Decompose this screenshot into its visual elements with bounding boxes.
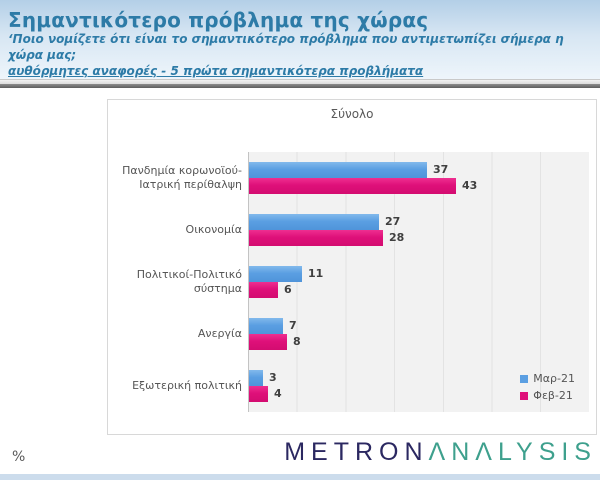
legend-label: Φεβ-21 <box>533 389 573 402</box>
category-label: Ανεργία <box>197 327 242 341</box>
plot-area <box>248 152 589 412</box>
bar-group <box>249 204 589 256</box>
bar-Μαρ-21 <box>249 162 427 178</box>
bar-value-label: 43 <box>462 179 478 192</box>
metron-analysis-logo <box>284 438 597 467</box>
bar-Φεβ-21 <box>249 386 268 402</box>
bar-Μαρ-21 <box>249 214 379 230</box>
bottom-strip <box>0 474 600 480</box>
bar-group <box>249 360 589 412</box>
bar-value-label: 3 <box>269 371 277 384</box>
bar-value-label: 11 <box>308 267 324 280</box>
chart-frame <box>107 99 597 435</box>
header <box>0 0 600 79</box>
header-divider-dark <box>0 84 600 88</box>
bar-Μαρ-21 <box>249 266 302 282</box>
category-label: Οικονομία <box>185 223 242 237</box>
bar-group <box>249 308 589 360</box>
bar-value-label: 28 <box>389 231 405 244</box>
bar-value-label: 4 <box>274 387 282 400</box>
subtitle-note: αυθόρμητες αναφορές - 5 πρώτα σημαντικότερα προβλήματα <box>8 64 424 79</box>
bar-value-label: 37 <box>433 163 449 176</box>
bar-Φεβ-21 <box>249 230 383 246</box>
bar-value-label: 8 <box>293 335 301 348</box>
bar-Μαρ-21 <box>249 318 283 334</box>
logo-metron: METRON <box>284 438 429 466</box>
category-label: Εξωτερική πολιτική <box>132 379 242 393</box>
category-label: Πανδημία κορωνοϊού-Ιατρική περίθαλψη <box>122 164 242 191</box>
category-labels <box>112 152 242 412</box>
category-label: Πολιτικοί-Πολιτικό σύστημα <box>136 268 242 295</box>
legend-label: Μαρ-21 <box>533 372 575 385</box>
bar-Μαρ-21 <box>249 370 263 386</box>
bar-Φεβ-21 <box>249 178 456 194</box>
bar-group <box>249 152 589 204</box>
logo-analysis: ΛNΛLYSIS <box>428 438 597 466</box>
axis-unit-label: % <box>12 449 26 465</box>
page-title: Σημαντικότερο πρόβλημα της χώρας <box>8 8 429 32</box>
bar-value-label: 6 <box>284 283 292 296</box>
subtitle-question: ‘Ποιο νομίζετε ότι είναι το σημαντικότερο πρόβλημα που αντιμετωπίζει σήμερα η χώρα μας; <box>8 32 564 63</box>
bar-Φεβ-21 <box>249 282 278 298</box>
chart-panel-title: Σύνολο <box>330 107 374 121</box>
bar-value-label: 27 <box>385 215 401 228</box>
bar-value-label: 7 <box>289 319 297 332</box>
bar-Φεβ-21 <box>249 334 287 350</box>
bar-group <box>249 256 589 308</box>
